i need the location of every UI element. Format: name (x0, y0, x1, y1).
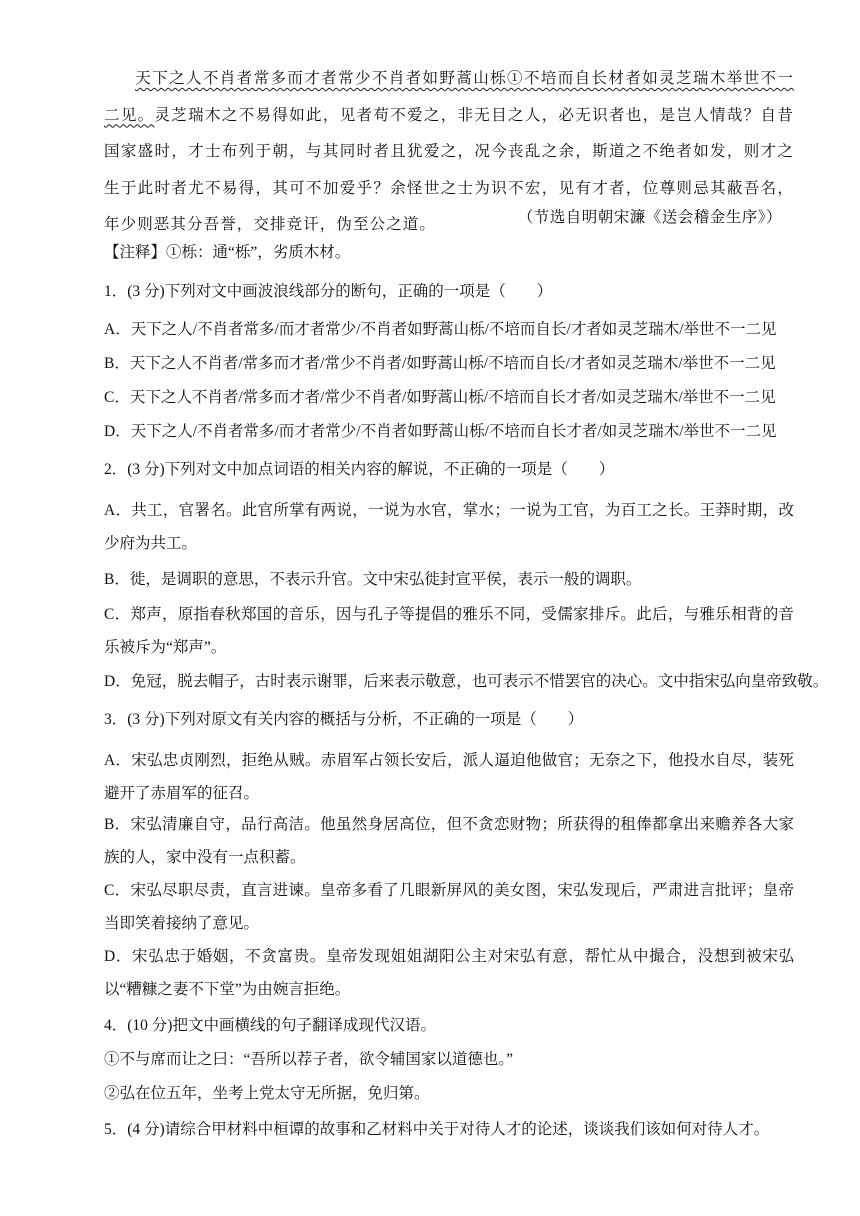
question-3-option-c: C．宋弘尽职尽责，直言进谏。皇帝多看了几眼新屏风的美女图，宋弘发现后，严肃进言批评；皇帝当即笑着接纳了意见。 (104, 882, 794, 932)
question-4-item-1: ①不与席而让之曰：“吾所以荐子者，欲令辅国家以道德也。” (104, 1051, 514, 1068)
question-4-stem: 4．(10 分)把文中画横线的句子翻译成现代汉语。 (104, 1017, 436, 1034)
passage-source: （节选自明朝宋濂《送会稽金生序》） (517, 208, 782, 226)
question-3-option-b: B．宋弘清廉自守，品行高洁。他虽然身居高位，但不贪恋财物；所获得的租俸都拿出来赡养各大家族的人，家中没有一点积蓄。 (104, 816, 794, 866)
question-2-option-b: B．徙，是调职的意思，不表示升官。文中宋弘徙封宣平侯，表示一般的调职。 (104, 571, 642, 588)
question-1-option-c: C．天下之人不肖者/常多而才者/常少不肖者/如野蒿山栎/不培而自长才者/如灵芝瑞木/举世不一二见 (104, 389, 776, 406)
annotation-note: 【注释】①栎：通“栎”，劣质木材。 (104, 244, 351, 261)
wavy-underlined-text: 天下之人不肖者常多而才者常少不肖者如野蒿山栎①不培而自长材者如灵芝瑞木举世不一二见。 (104, 69, 794, 124)
question-1-option-b: B．天下之人不肖者/常多而才者/常少不肖者/如野蒿山栎/不培而自长/才者如灵芝瑞木/举世不一二见 (104, 355, 776, 372)
passage-text: 灵芝瑞木之不易得如此，见者苟不爱之，非无目之人，必无识者也，是岂人情哉？自昔国家盛时，才士布列于朝，与其同时者且犹爱之，况今丧乱之余，斯道之不绝者如发，则才之生于此时者尤不易得，其可不加爱乎？余怪世之士为识不宏，见有才者，位尊则忌其蔽吾名，年少则恶其分吾誉，交排竞讦，伪至公之道。 (104, 105, 794, 233)
question-1-option-a: A．天下之人/不肖者常多/而才者常少/不肖者如野蒿山栎/不培而自长/才者如灵芝瑞木/举世不一二见 (104, 321, 777, 338)
question-2-option-d: D．免冠，脱去帽子，古时表示谢罪，后来表示敬意，也可表示不惜罢官的决心。文中指宋弘向皇帝致敬。 (104, 673, 829, 690)
question-2-option-c: C．郑声，原指春秋郑国的音乐，因与孔子等提倡的雅乐不同，受儒家排斥。此后，与雅乐相背的音乐被斥为“郑声”。 (104, 606, 794, 656)
question-3-option-d: D．宋弘忠于婚姻，不贪富贵。皇帝发现姐姐湖阳公主对宋弘有意，帮忙从中撮合，没想到被宋弘以“糟糠之妻不下堂”为由婉言拒绝。 (104, 948, 794, 998)
question-1-option-d: D．天下之人/不肖者常多/而才者常少/不肖者如野蒿山栎/不培而自长才者/如灵芝瑞木/举世不一二见 (104, 423, 777, 440)
question-5-stem: 5．(4 分)请综合甲材料中桓谭的故事和乙材料中关于对待人才的论述，谈谈我们该如何对待人才。 (104, 1121, 770, 1138)
question-3-stem: 3．(3 分)下列对原文有关内容的概括与分析，不正确的一项是（ ） (104, 711, 584, 728)
question-4-item-2: ②弘在位五年，坐考上党太守无所据，免归第。 (104, 1085, 430, 1102)
question-1-stem: 1．(3 分)下列对文中画波浪线部分的断句，正确的一项是（ ） (104, 283, 553, 300)
question-2-stem: 2．(3 分)下列对文中加点词语的相关内容的解说，不正确的一项是（ ） (104, 461, 615, 478)
question-3-option-a: A．宋弘忠贞刚烈，拒绝从贼。赤眉军占领长安后，派人逼迫他做官；无奈之下，他投水自尽，装死避开了赤眉军的征召。 (104, 752, 794, 802)
question-2-option-a: A．共工，官署名。此官所掌有两说，一说为水官，掌水；一说为工官，为百工之长。王莽时期，改少府为共工。 (104, 502, 794, 552)
